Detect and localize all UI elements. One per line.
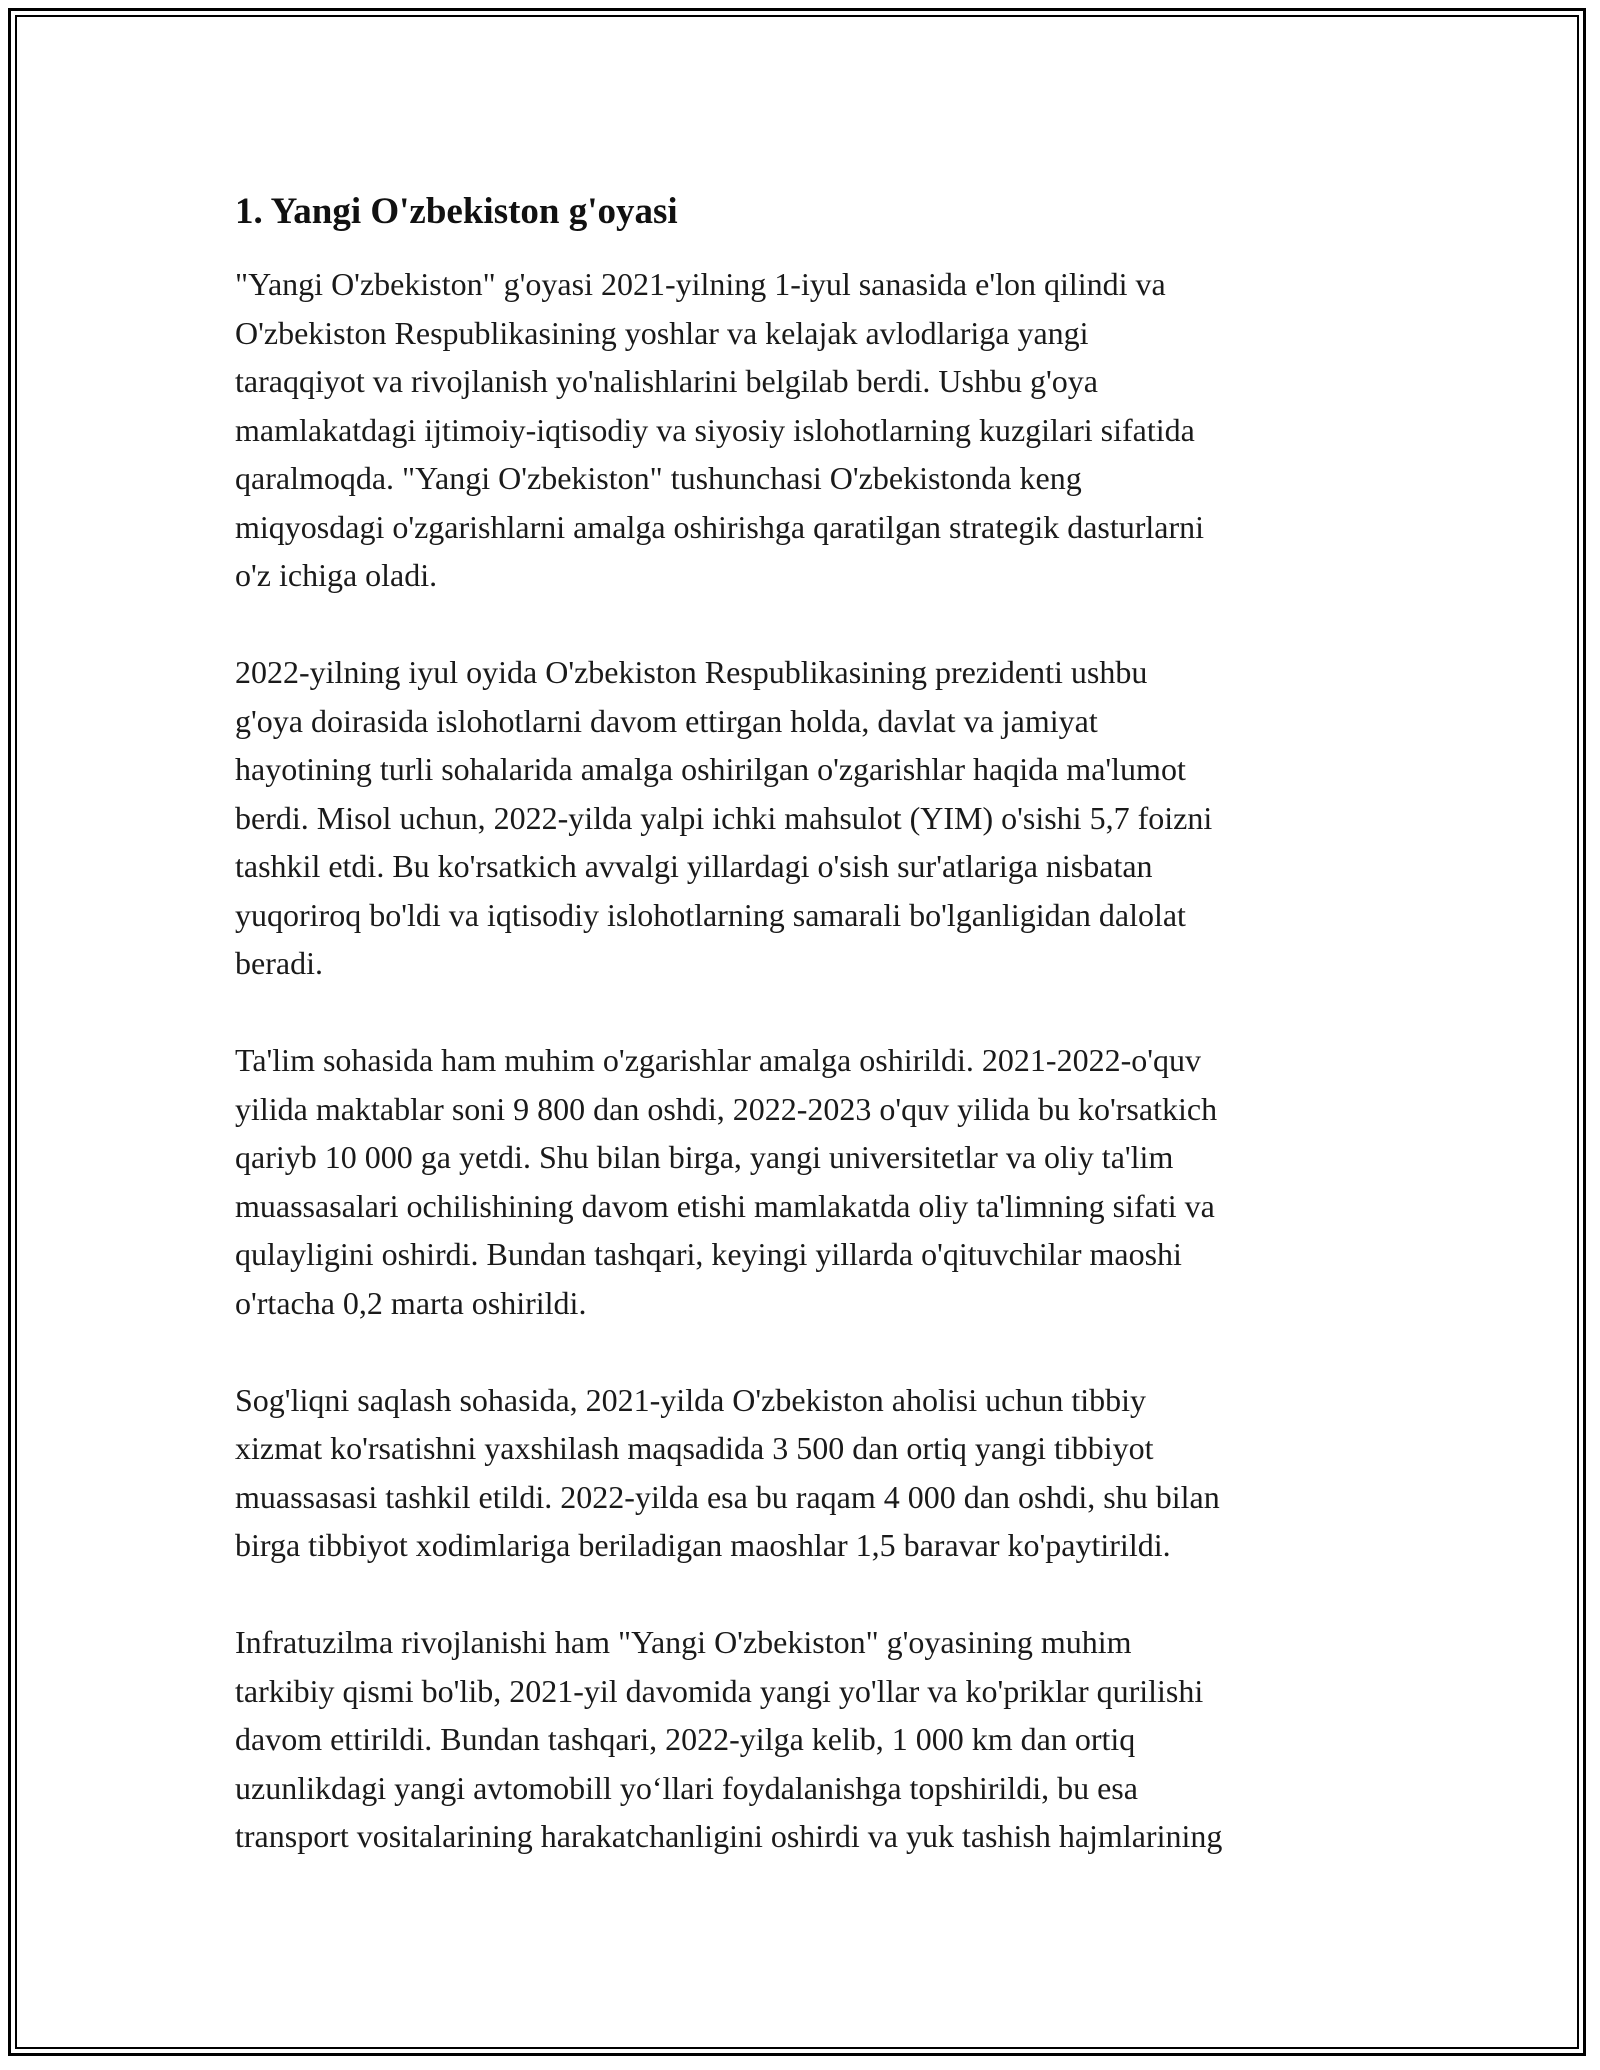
- text-line: muassasasi tashkil etildi. 2022-yilda esa bu raqam 4 000 dan oshdi, shu bilan: [235, 1478, 1220, 1515]
- text-line: mamlakatdagi ijtimoiy-iqtisodiy va siyosiy islohotlarning kuzgilari sifatida: [235, 411, 1195, 448]
- text-line: 2022-yilning iyul oyida O'zbekiston Respublikasining prezidenti ushbu: [235, 654, 1148, 690]
- text-line: g'oya doirasida islohotlarni davom ettirgan holda, davlat va jamiyat: [235, 702, 1098, 739]
- paragraph-list: [235, 260, 1375, 1861]
- text-line: Ta'lim sohasida ham muhim o'zgarishlar amalga oshirildi. 2021-2022-o'quv: [235, 1042, 1201, 1078]
- body-paragraph: [235, 260, 1375, 600]
- text-line: taraqqiyot va rivojlanish yo'nalishlarini belgilab berdi. Ushbu g'oya: [235, 363, 1098, 399]
- body-paragraph: [235, 648, 1375, 988]
- text-line: o'z ichiga oladi.: [235, 557, 438, 593]
- text-line: O'zbekiston Respublikasining yoshlar va kelajak avlodlariga yangi: [235, 314, 1089, 351]
- text-line: yilida maktablar soni 9 800 dan oshdi, 2022-2023 o'quv yilida bu ko'rsatkich: [235, 1090, 1218, 1127]
- text-line: Infratuzilma rivojlanishi ham "Yangi O'zbekiston" g'oyasining muhim: [235, 1624, 1132, 1660]
- text-line: o'rtacha 0,2 marta oshirildi.: [235, 1284, 587, 1321]
- section-heading: 1. Yangi O'zbekiston g'oyasi: [235, 191, 678, 232]
- text-line: uzunlikdagi yangi avtomobill yo‘llari foydalanishga topshirildi, bu esa: [235, 1769, 1138, 1806]
- text-line: davom ettirildi. Bundan tashqari, 2022-yilga kelib, 1 000 km dan ortiq: [235, 1721, 1136, 1757]
- body-paragraph: [235, 1036, 1375, 1327]
- text-line: yuqoriroq bo'ldi va iqtisodiy islohotlarning samarali bo'lganligidan dalolat: [235, 896, 1186, 933]
- text-line: Sog'liqni saqlash sohasida, 2021-yilda O'zbekiston aholisi uchun tibbiy: [235, 1381, 1146, 1418]
- text-line: qulayligini oshirdi. Bundan tashqari, keyingi yillarda o'qituvchilar maoshi: [235, 1236, 1182, 1272]
- text-line: birga tibbiyot xodimlariga beriladigan maoshlar 1,5 baravar ko'paytirildi.: [235, 1527, 1171, 1563]
- text-line: xizmat ko'rsatishni yaxshilash maqsadida 3 500 dan ortiq yangi tibbiyot: [235, 1430, 1154, 1466]
- body-paragraph: [235, 1618, 1375, 1861]
- text-line: miqyosdagi o'zgarishlarni amalga oshirishga qaratilgan strategik dasturlarni: [235, 508, 1205, 545]
- text-line: transport vositalarining harakatchanligini oshirdi va yuk tashish hajmlarining: [235, 1818, 1223, 1854]
- text-line: tarkibiy qismi bo'lib, 2021-yil davomida yangi yo'llar va ko'priklar qurilishi: [235, 1672, 1204, 1709]
- text-line: muassasalari ochilishining davom etishi mamlakatda oliy ta'limning sifati va: [235, 1187, 1215, 1224]
- text-line: qariyb 10 000 ga yetdi. Shu bilan birga, yangi universitetlar va oliy ta'lim: [235, 1139, 1174, 1175]
- text-line: tashkil etdi. Bu ko'rsatkich avvalgi yillardagi o'sish sur'atlariga nisbatan: [235, 848, 1153, 884]
- text-line: hayotining turli sohalarida amalga oshirilgan o'zgarishlar haqida ma'lumot: [235, 751, 1186, 787]
- text-line: berdi. Misol uchun, 2022-yilda yalpi ichki mahsulot (YIM) o'sishi 5,7 foizni: [235, 799, 1213, 836]
- text-line: qaralmoqda. "Yangi O'zbekiston" tushunchasi O'zbekistonda keng: [235, 460, 1082, 496]
- text-line: beradi.: [235, 945, 323, 981]
- document-body: [235, 188, 1375, 1909]
- text-line: "Yangi O'zbekiston" g'oyasi 2021-yilning 1-iyul sanasida e'lon qilindi va: [235, 266, 1166, 302]
- body-paragraph: [235, 1376, 1375, 1570]
